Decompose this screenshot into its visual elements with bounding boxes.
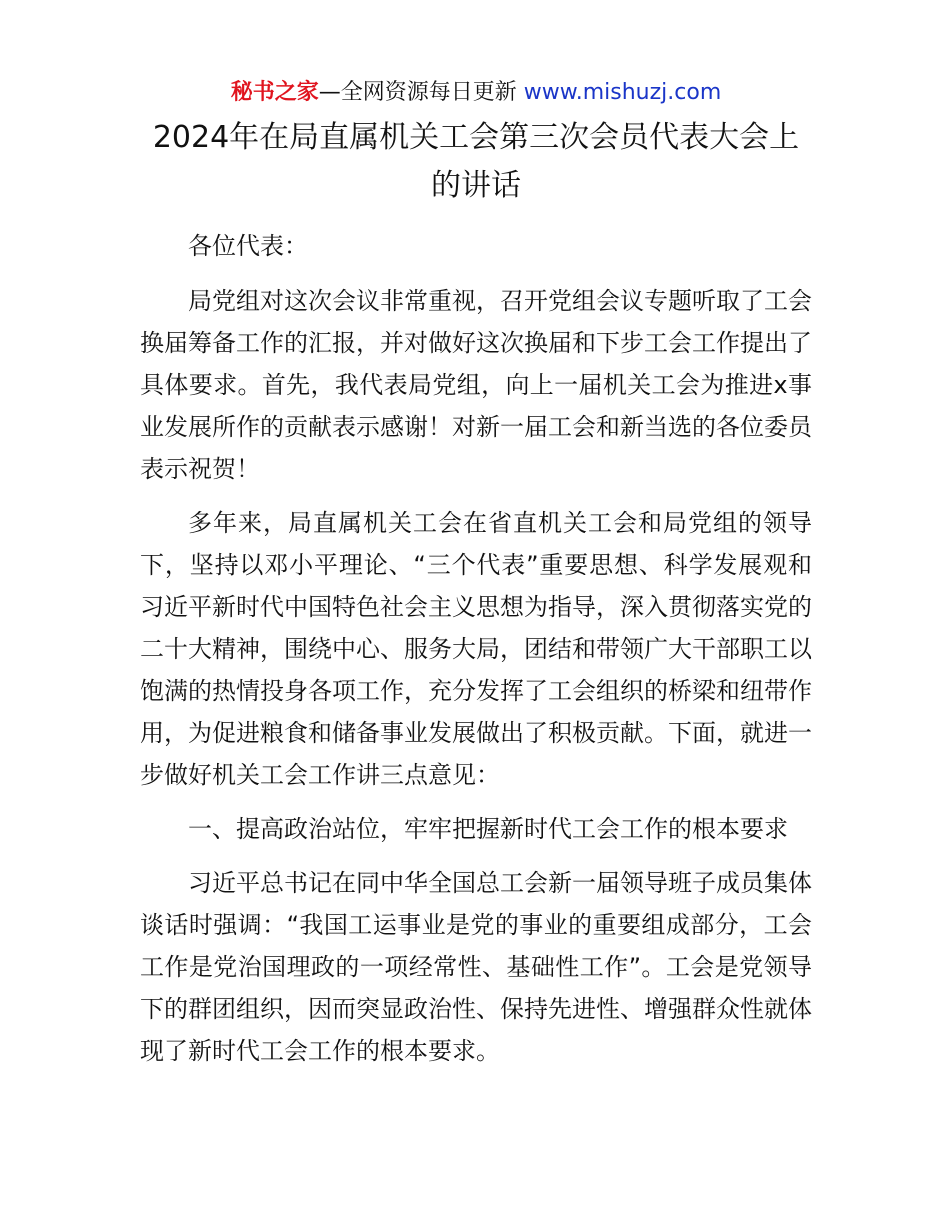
paragraph-1: 局党组对这次会议非常重视，召开党组会议专题听取了工会换届筹备工作的汇报，并对做好这次换届和下步工会工作提出了具体要求。首先，我代表局党组，向上一届机关工会为推进x事业发展所作的贡献表示感谢！对新一届工会和新当选的各位委员表示祝贺！ [140,287,812,483]
section-heading-1: 一、提高政治站位，牢牢把握新时代工会工作的根本要求 [188,815,788,843]
document-title: 2024年在局直属机关工会第三次会员代表大会上的讲话 [152,120,800,203]
header-tagline: —全网资源每日更新 [318,80,524,105]
greeting: 各位代表： [188,232,308,260]
section-1-paragraph: 习近平总书记在同中华全国总工会新一届领导班子成员集体谈话时强调：“我国工运事业是党的事业的重要组成部分，工会工作是党治国理政的一项经常性、基础性工作”。工会是党领导下的群团组织，因而突显政治性、保持先进性、增强群众性就体现了新时代工会工作的根本要求。 [140,869,812,1065]
site-url-link[interactable]: www.mishuzj.com [523,80,722,105]
site-header [140,72,812,114]
brand-name: 秘书之家 [230,80,319,105]
paragraph-2: 多年来，局直属机关工会在省直机关工会和局党组的领导下，坚持以邓小平理论、“三个代表”重要思想、科学发展观和习近平新时代中国特色社会主义思想为指导，深入贯彻落实党的二十大精神，围绕中心、服务大局，团结和带领广大干部职工以饱满的热情投身各项工作，充分发挥了工会组织的桥梁和纽带作用，为促进粮食和储备事业发展做出了积极贡献。下面，就进一步做好机关工会工作讲三点意见： [140,509,812,789]
